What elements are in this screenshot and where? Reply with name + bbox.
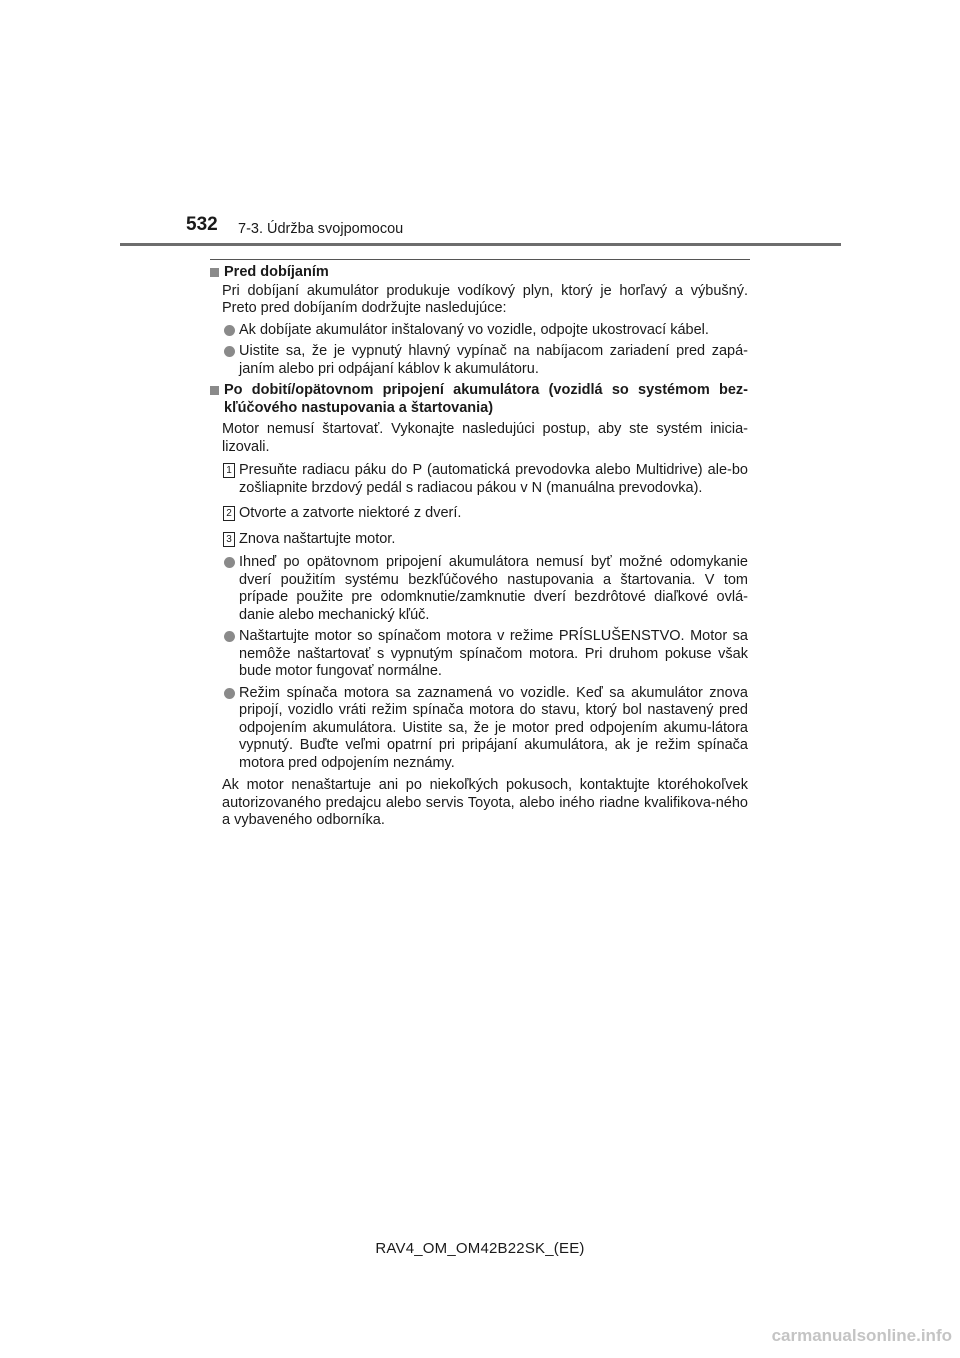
section-title: 7-3. Údržba svojpomocou (238, 221, 404, 237)
section-body: Pri dobíjaní akumulátor produkuje vodíkový plyn, ktorý je horľavý a výbušný. Preto pred dobíjaním dodržujte nasledujúce: (222, 282, 748, 316)
list-item: Naštartujte motor so spínačom motora v režime PRÍSLUŠENSTVO. Motor sa nemôže naštartovať s vypnutým spínačom motora. Pri druhom pokuse však bude motor fungovať normálne. (210, 628, 748, 681)
step-item: 2 Otvorte a zatvorte niektoré z dverí. (210, 505, 748, 523)
circle-bullet-icon (224, 631, 235, 642)
section-heading: Po dobití/opätovnom pripojení akumulátora (vozidlá so systémom bez-kľúčového nastupovania a štartovania) (210, 382, 748, 417)
step-item: 1 Presuňte radiacu páku do P (automatická prevodovka alebo Multidrive) ale-bo zošliapnite brzdový pedál s radiacou pákou v N (manuálna prevodovka). (210, 462, 748, 497)
header-rule (120, 243, 841, 246)
page-content (210, 264, 748, 830)
circle-bullet-icon (224, 688, 235, 699)
closing-paragraph: Ak motor nenaštartuje ani po niekoľkých pokusoch, kontaktujte ktoréhokoľvek autorizovaného predajcu alebo servis Toyota, alebo iného riadne kvalifikova-ného a vybaveného odborníka. (222, 777, 748, 828)
step-number-box: 3 (223, 532, 235, 547)
page-number: 532 (186, 214, 218, 235)
step-number-box: 2 (223, 506, 235, 521)
document-footer: RAV4_OM_OM42B22SK_(EE) (375, 1240, 585, 1257)
section-heading: Pred dobíjaním (210, 264, 748, 282)
step-item: 3 Znova naštartujte motor. (210, 531, 748, 549)
list-item: Ihneď po opätovnom pripojení akumulátora nemusí byť možné odomykanie dverí použitím systému bezkľúčového nastupovania a štartovania. V tom prípade použite pre odomknutie/zamknutie dverí bezdrôtové diaľkové ovlá-danie alebo mechanický kľúč. (210, 554, 748, 624)
circle-bullet-icon (224, 325, 235, 336)
section-body: Motor nemusí štartovať. Vykonajte nasledujúci postup, aby ste systém inicia-lizovali. (222, 421, 748, 455)
step-number-box: 1 (223, 463, 235, 478)
square-bullet-icon (210, 268, 219, 277)
list-item: Režim spínača motora sa zaznamená vo vozidle. Keď sa akumulátor znova pripojí, vozidlo vráti režim spínača motora do stavu, ktorý bol nastavený pred odpojením akumulátora. Uistite sa, že je motor pred odpojením akumu-látora vypnutý. Buďte veľmi opatrní pri pripájaní akumulátora, ak je režim spínača motora pred odpojením neznámy. (210, 685, 748, 773)
circle-bullet-icon (224, 346, 235, 357)
list-item: Ak dobíjate akumulátor inštalovaný vo vozidle, odpojte ukostrovací kábel. (210, 322, 748, 340)
content-rule (210, 259, 750, 260)
list-item: Uistite sa, že je vypnutý hlavný vypínač na nabíjacom zariadení pred zapá-janím alebo pri odpájaní káblov k akumulátoru. (210, 343, 748, 378)
watermark: carmanualsonline.info (771, 1326, 952, 1345)
circle-bullet-icon (224, 557, 235, 568)
square-bullet-icon (210, 386, 219, 395)
